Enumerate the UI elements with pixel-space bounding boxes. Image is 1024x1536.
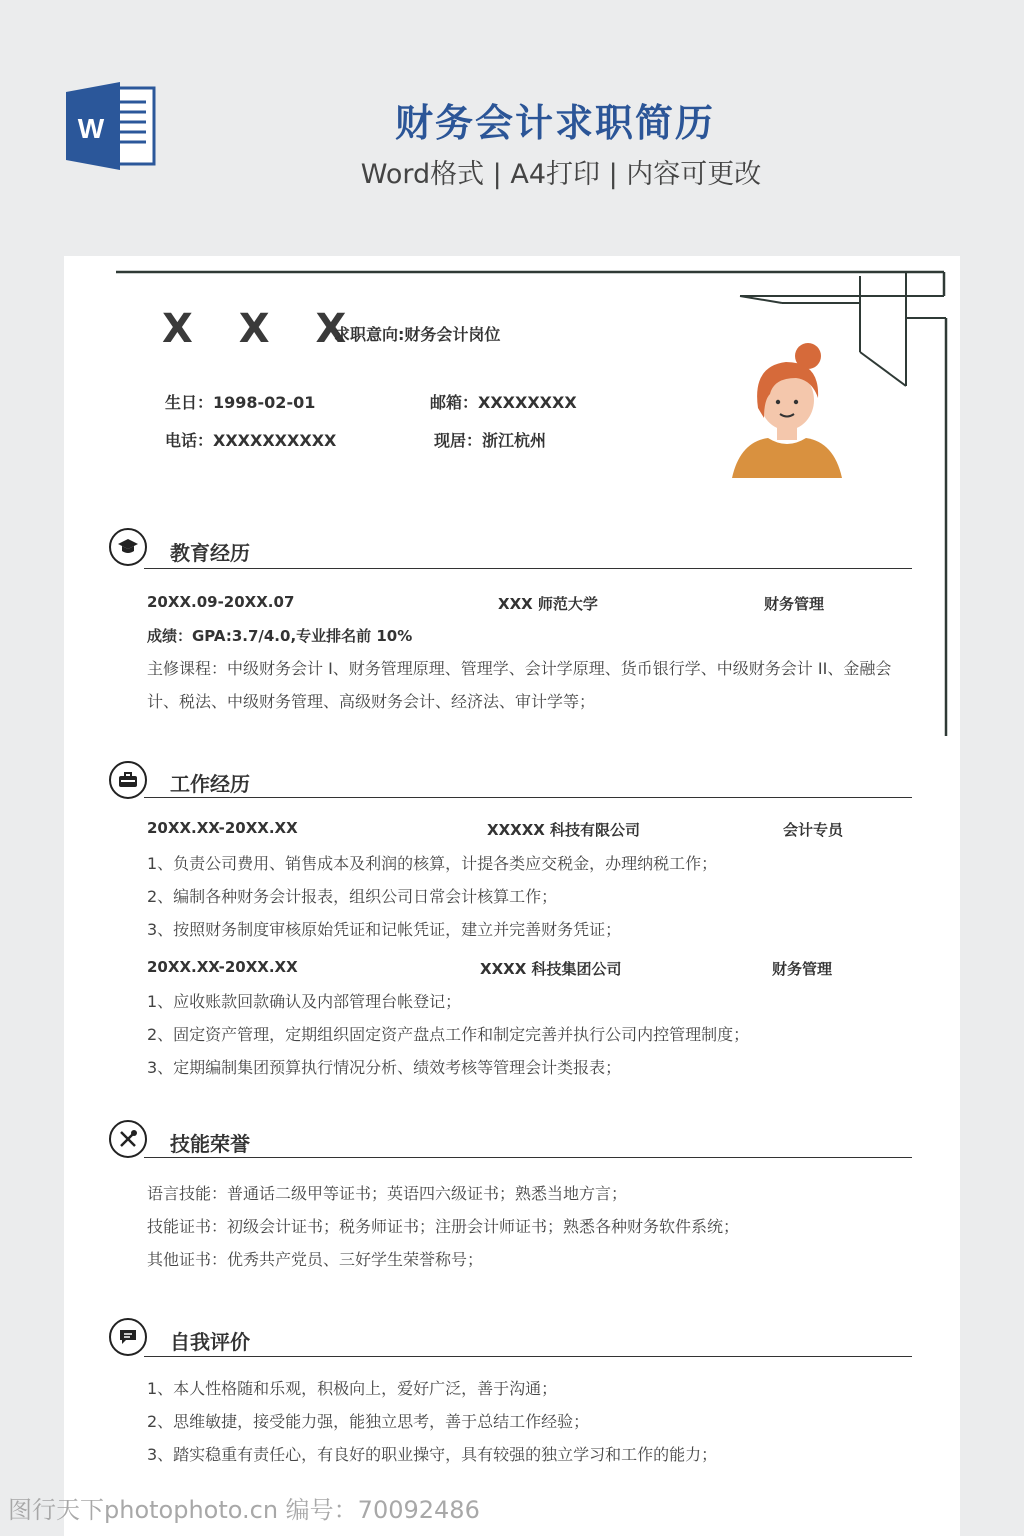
- tools-icon: [109, 1120, 147, 1158]
- job-role: 财务管理: [772, 960, 833, 978]
- avatar: [730, 342, 844, 480]
- education-courses-cont: 计、税法、中级财务管理、高级财务会计、经济法、审计学等；: [147, 692, 596, 711]
- candidate-name: X X X: [162, 306, 363, 352]
- skill-item: 语言技能：普通话二级甲等证书；英语四六级证书；熟悉当地方言；: [147, 1184, 628, 1203]
- education-major: 财务管理: [764, 595, 825, 613]
- job-duty: 1、负责公司费用、销售成本及利润的核算，计提各类应交税金，办理纳税工作；: [147, 854, 718, 873]
- residence: 现居：浙江杭州: [434, 431, 547, 450]
- svg-text:W: W: [77, 113, 105, 144]
- job-company: XXXXX 科技有限公司: [487, 821, 641, 839]
- page-title: 财务会计求职简历: [394, 101, 715, 145]
- job-role: 会计专员: [783, 821, 844, 839]
- section-title-work: 工作经历: [170, 772, 250, 796]
- email: 邮箱：XXXXXXXX: [430, 393, 577, 412]
- section-title-education: 教育经历: [170, 541, 250, 565]
- skill-item: 技能证书：初级会计证书；税务师证书；注册会计师证书；熟悉各种财务软件系统；: [147, 1217, 740, 1236]
- birth-date: 生日：1998-02-01: [165, 393, 316, 412]
- briefcase-icon: [109, 761, 147, 799]
- divider: [144, 797, 912, 798]
- resume-paper: [64, 256, 960, 1536]
- education-period: 20XX.09-20XX.07: [147, 593, 295, 611]
- job-period: 20XX.XX-20XX.XX: [147, 958, 298, 976]
- job-period: 20XX.XX-20XX.XX: [147, 819, 298, 837]
- job-duty: 1、应收账款回款确认及内部管理台帐登记；: [147, 992, 462, 1011]
- job-company: XXXX 科技集团公司: [480, 960, 622, 978]
- chat-bubble-icon: [109, 1318, 147, 1356]
- job-duty: 2、编制各种财务会计报表，组织公司日常会计核算工作；: [147, 887, 558, 906]
- education-gpa: 成绩：GPA:3.7/4.0,专业排名前 10%: [147, 627, 413, 645]
- page-subtitle: Word格式 | A4打印 | 内容可更改: [360, 159, 762, 190]
- phone: 电话：XXXXXXXXXX: [165, 431, 337, 450]
- divider: [144, 1356, 912, 1357]
- self-eval-item: 2、思维敏捷，接受能力强，能独立思考，善于总结工作经验；: [147, 1412, 590, 1431]
- job-duty: 3、定期编制集团预算执行情况分析、绩效考核等管理会计类报表；: [147, 1058, 622, 1077]
- skill-item: 其他证书：优秀共产党员、三好学生荣誉称号；: [147, 1250, 484, 1269]
- graduation-cap-icon: [109, 528, 147, 566]
- self-eval-item: 1、本人性格随和乐观，积极向上，爱好广泛，善于沟通；: [147, 1379, 558, 1398]
- job-duty: 2、固定资产管理，定期组织固定资产盘点工作和制定完善并执行公司内控管理制度；: [147, 1025, 750, 1044]
- section-title-self-evaluation: 自我评价: [170, 1330, 250, 1354]
- education-courses: 主修课程：中级财务会计 I、财务管理原理、管理学、会计学原理、货币银行学、中级财务会计 II、金融会: [147, 659, 892, 678]
- education-school: XXX 师范大学: [498, 595, 598, 613]
- divider: [144, 568, 912, 569]
- section-title-skills: 技能荣誉: [170, 1132, 250, 1156]
- divider: [144, 1157, 912, 1158]
- self-eval-item: 3、踏实稳重有责任心，有良好的职业操守，具有较强的独立学习和工作的能力；: [147, 1445, 718, 1464]
- watermark: 图行天下photophoto.cn 编号：70092486: [8, 1496, 480, 1524]
- job-intent: 求职意向:财务会计岗位: [334, 325, 501, 344]
- job-duty: 3、按照财务制度审核原始凭证和记帐凭证，建立并完善财务凭证；: [147, 920, 622, 939]
